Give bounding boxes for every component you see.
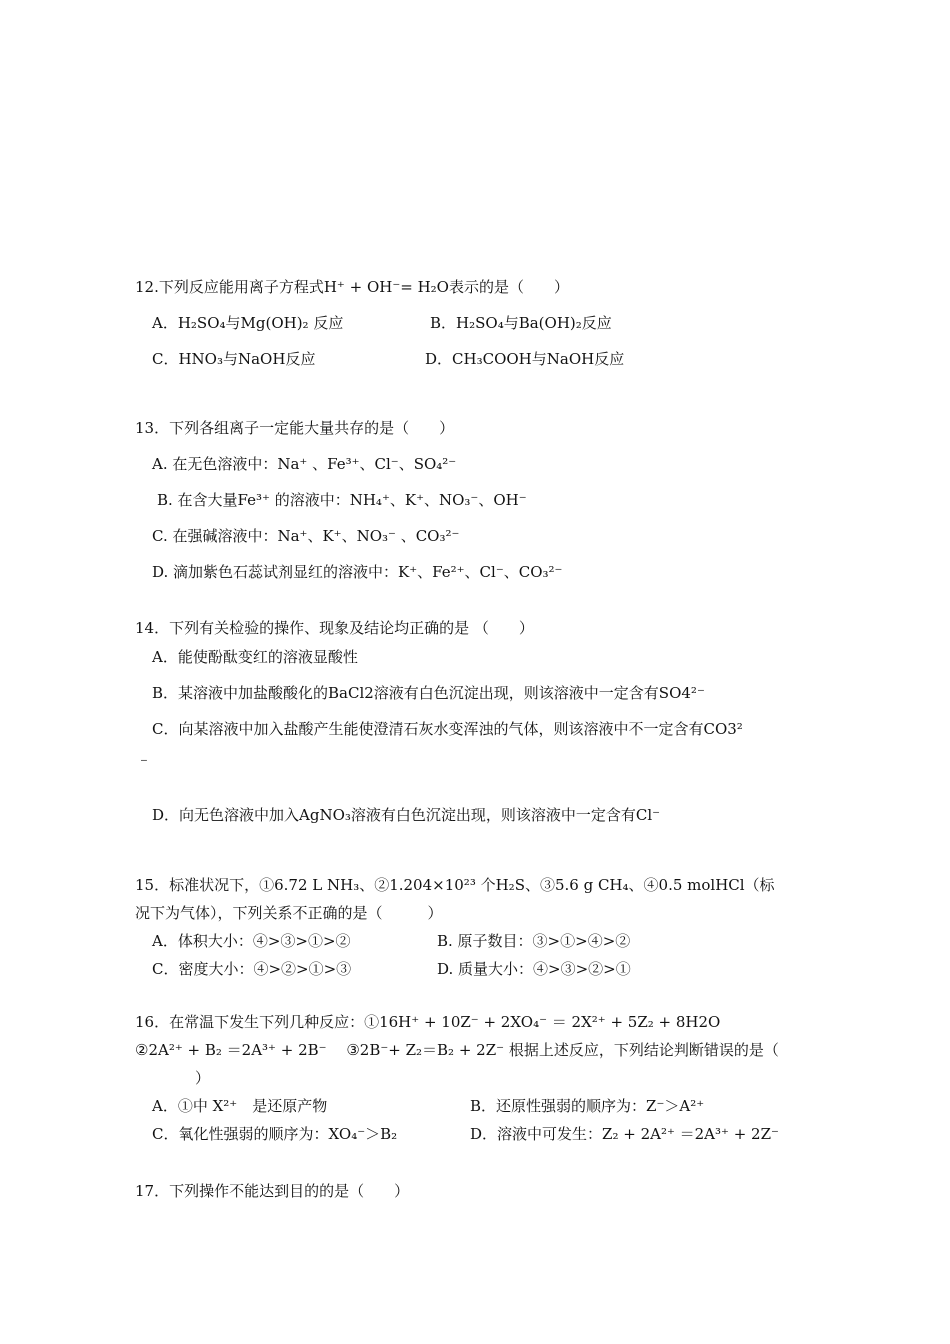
question-15-stem-line2: 况下为气体），下列关系不正确的是（ ）	[135, 904, 443, 922]
question-12-option-d: D．CH₃COOH与NaOH反应	[425, 350, 625, 368]
question-14-option-a: A．能使酚酞变红的溶液显酸性	[152, 648, 358, 666]
question-14-stem: 14．下列有关检验的操作、现象及结论均正确的是 （ ）	[135, 619, 534, 637]
question-14-option-c-line1: C．向某溶液中加入盐酸产生能使澄清石灰水变浑浊的气体，则该溶液中不一定含有CO3²	[152, 720, 743, 738]
question-16-stem-line1: 16．在常温下发生下列几种反应：①16H⁺ + 10Z⁻ + 2XO₄⁻ ＝ 2X²⁺ + 5Z₂ + 8H2O	[135, 1013, 721, 1031]
question-16-stem-line2: ②2A²⁺ + B₂ ＝2A³⁺ + 2B⁻ ③2B⁻+ Z₂＝B₂ + 2Z⁻ 根据上述反应，下列结论判断错误的是（	[135, 1041, 779, 1059]
question-12-option-b: B．H₂SO₄与Ba(OH)₂反应	[430, 314, 612, 332]
question-16-option-c: C．氧化性强弱的顺序为：XO₄⁻＞B₂	[152, 1125, 398, 1143]
question-16-option-a: A．①中 X²⁺ 是还原产物	[152, 1097, 328, 1115]
question-12-stem: 12.下列反应能用离子方程式H⁺ + OH⁻= H₂O表示的是（ ）	[135, 278, 569, 296]
question-14-option-b: B．某溶液中加盐酸酸化的BaCl2溶液有白色沉淀出现，则该溶液中一定含有SO4²⁻	[152, 684, 705, 702]
question-14-option-c-line2: ⁻	[140, 754, 148, 772]
question-15-option-a: A．体积大小：④>③>①>②	[152, 932, 351, 950]
question-15-stem-line1: 15．标准状况下，①6.72 L NH₃、②1.204×10²³ 个H₂S、③5.6 g CH₄、④0.5 molHCl（标	[135, 876, 775, 894]
question-12-option-c: C．HNO₃与NaOH反应	[152, 350, 316, 368]
question-12-option-a: A．H₂SO₄与Mg(OH)₂ 反应	[152, 314, 344, 332]
question-14-option-d: D．向无色溶液中加入AgNO₃溶液有白色沉淀出现，则该溶液中一定含有Cl⁻	[152, 806, 661, 824]
question-16-option-b: B．还原性强弱的顺序为：Z⁻＞A²⁺	[470, 1097, 705, 1115]
question-13-option-c: C. 在强碱溶液中：Na⁺、K⁺、NO₃⁻ 、CO₃²⁻	[152, 527, 460, 545]
question-17-stem: 17．下列操作不能达到目的的是（ ）	[135, 1182, 410, 1200]
question-13-stem: 13．下列各组离子一定能大量共存的是（ ）	[135, 419, 455, 437]
question-16-option-d: D．溶液中可发生：Z₂ + 2A²⁺ ＝2A³⁺ + 2Z⁻	[470, 1125, 779, 1143]
question-16-stem-line3: ）	[195, 1069, 211, 1087]
question-13-option-b: B. 在含大量Fe³⁺ 的溶液中：NH₄⁺、K⁺、NO₃⁻、OH⁻	[157, 491, 527, 509]
question-15-option-d: D. 质量大小：④>③>②>①	[437, 960, 631, 978]
question-15-option-c: C．密度大小：④>②>①>③	[152, 960, 352, 978]
question-13-option-d: D. 滴加紫色石蕊试剂显红的溶液中：K⁺、Fe²⁺、Cl⁻、CO₃²⁻	[152, 563, 563, 581]
question-15-option-b: B. 原子数目：③>①>④>②	[437, 932, 631, 950]
question-13-option-a: A. 在无色溶液中：Na⁺ 、Fe³⁺、Cl⁻、SO₄²⁻	[152, 455, 457, 473]
